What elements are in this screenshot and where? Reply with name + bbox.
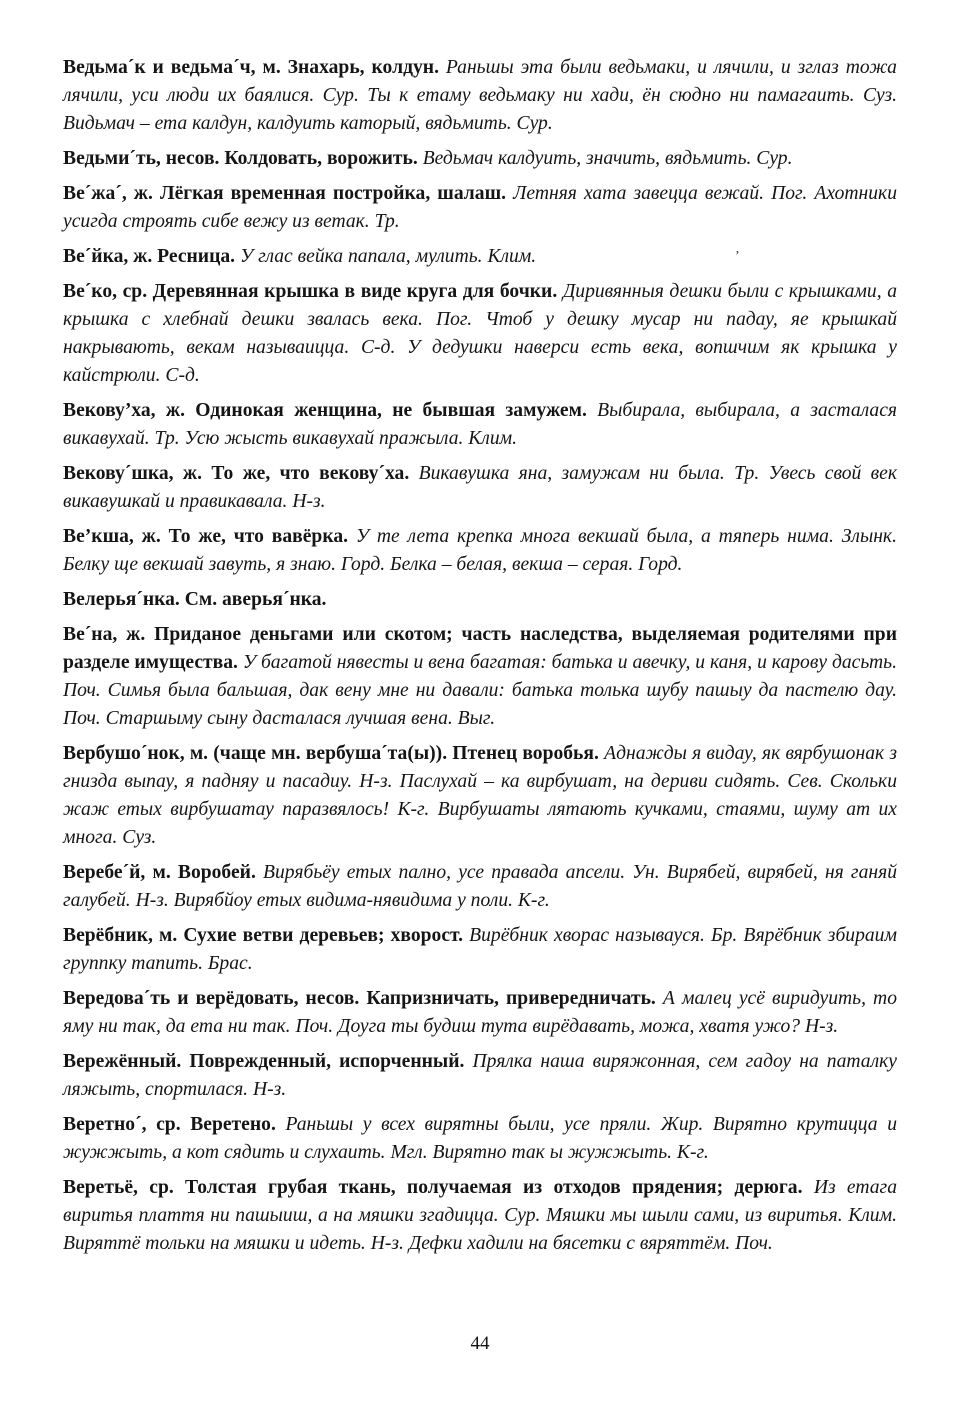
entry-headword: Вербушо´нок, м. (чаще мн. вербуша´та(ы)). Птенец воробья. (63, 743, 599, 764)
entry-headword: Ве´на, ж. Приданое деньгами или скотом; часть наследства, выделяемая родителями при разделе имущества. (63, 624, 897, 673)
entry-headword: Велерья´нка. См. аверья´нка. (63, 589, 327, 610)
entry-examples: Летняя хата завецца вежай. Пог. Ахотники усигда строять сибе вежу из ветак. Тр. (63, 183, 897, 232)
entry-headword: Ве´ко, ср. Деревянная крышка в виде круга для бочки. (63, 281, 558, 302)
dictionary-entry (63, 922, 897, 978)
entry-headword: Ведьма´к и ведьма´ч, м. Знахарь, колдун. (63, 57, 439, 78)
entry-headword: Веретно´, ср. Веретено. (63, 1114, 276, 1135)
dictionary-entry (63, 278, 897, 390)
entry-examples: Из етага виритья плаття ни пашыиш, а на мяшки згадицца. Сур. Мяшки мы шыли сами, из виритья. Клим. Виряттё тольки на мяшки и идеть. Н-з. Дефки хадили на бясетки с вяряттём. Поч. (63, 1177, 897, 1254)
entry-examples: А малец усё виридуить, то яму ни так, да ета ни так. Поч. Доуга ты будиш тута вирёдавать, можа, хватя ужо? Н-з. (63, 988, 898, 1037)
dictionary-entry (63, 54, 897, 138)
entry-examples: Аднажды я видау, як вярбушонак з гнизда выпау, я падняу и пасадиу. Н-з. Паслухай – ка вирбушат, на дериви сидять. Сев. Скольки жаж етых вирбушатау паразвялось! К-г. Вирбушаты лятають кучками, стаями, шуму ат их многа. Суз. (63, 743, 897, 848)
dictionary-entry (63, 859, 897, 915)
page-footer (0, 1332, 960, 1356)
entry-examples: Раньшы у всех вирятны были, усе пряли. Жир. Вирятно крутицца и жужжыть, а кот сядить и слухаить. Мгл. Вирятно так ы жужжыть. К-г. (63, 1114, 897, 1163)
entry-examples: Вирябьёу етых пално, усе правада апсели. Ун. Вирябей, вирябей, ня ганяй галубей. Н-з. Вирябйоу етых видима-нявидима у поли. К-г. (63, 862, 897, 911)
entry-headword: Векову´шка, ж. То же, что векову´ха. (63, 463, 410, 484)
dictionary-entry (63, 985, 897, 1041)
dictionary-entry (63, 243, 897, 271)
entry-headword: Ве´жа´, ж. Лёгкая временная постройка, шалаш. (63, 183, 507, 204)
entry-headword: Ве’кша, ж. То же, что вавёрка. (63, 526, 349, 547)
entry-examples: Выбирала, выбирала, а засталася викавухай. Тр. Усю жысть викавухай пражыла. Клим. (63, 400, 897, 449)
entry-examples: У те лета крепка многа векшай была, а тяперь нима. Злынк. Белку ще векшай завуть, я знаю. Горд. Белка – белая, векша – серая. Горд. (63, 526, 897, 575)
entry-examples: Раньшы эта были ведьмаки, и лячили, и зглаз тожа лячили, уси люди их баялися. Сур. Ты к етаму ведьмаку ни хади, ён сюдно ни памагаить. Суз. Видьмач – ета калдун, калдуить каторый, вядьмить. Сур. (63, 57, 897, 134)
entry-examples: У глас вейка папала, мулить. Клим. (239, 246, 537, 267)
entry-examples: Ведьмач калдуить, значить, вядьмить. Сур. (422, 148, 793, 169)
entries-area (63, 54, 897, 1265)
dictionary-entry (63, 523, 897, 579)
entry-examples: Диривянныя дешки были с крышками, а крышка с хлебнай дешки звалась века. Пог. Чтоб у дешку мусар ни падау, яе крышкай накрывають, векам называицца. С-д. У дедушки наверси есть века, вопшчим як крышка у кайстрюли. С-д. (63, 281, 898, 386)
dictionary-entry (63, 621, 897, 733)
scan-artifact-mark: ’ (735, 249, 740, 264)
entry-headword: Веретьё, ср. Толстая грубая ткань, получаемая из отходов прядения; дерюга. (63, 1177, 803, 1198)
dictionary-entry (63, 397, 897, 453)
entry-headword: Векову’ха, ж. Одинокая женщина, не бывшая замужем. (63, 400, 587, 421)
dictionary-entry (63, 1174, 897, 1258)
dictionary-entry (63, 586, 897, 614)
dictionary-entry (63, 180, 897, 236)
dictionary-entry (63, 1111, 897, 1167)
entry-examples: Вирёбник хворас называуся. Бр. Вярёбник збираим группку тапить. Брас. (63, 925, 897, 974)
dictionary-entry (63, 145, 897, 173)
entry-headword: Вережённый. Поврежденный, испорченный. (63, 1051, 465, 1072)
dictionary-entry (63, 740, 897, 852)
entry-examples: Прялка наша виряжонная, сем гадоу на паталку ляжыть, спортилася. Н-з. (63, 1051, 897, 1100)
dictionary-entry (63, 1048, 897, 1104)
entry-headword: Верёбник, м. Сухие ветви деревьев; хворост. (63, 925, 464, 946)
entry-headword: Вередова´ть и верёдовать, несов. Капризничать, привередничать. (63, 988, 656, 1009)
entry-headword: Веребе´й, м. Воробей. (63, 862, 256, 883)
dictionary-entry (63, 460, 897, 516)
entry-examples: У багатой нявесты и вена багатая: батька и авечку, и каня, и карову дасьть. Поч. Симья была бальшая, дак вену мне ни давали: батька толька шубу пашыу да пастелю дау. Поч. Старшыму сыну дасталася лучшая вена. Выг. (63, 652, 897, 729)
entry-headword: Ве´йка, ж. Ресница. (63, 246, 236, 267)
entry-examples: Викавушка яна, замужам ни была. Тр. Увесь свой век викавушкай и правикавала. Н-з. (63, 463, 897, 512)
page-number: 44 (470, 1333, 490, 1354)
entry-headword: Ведьми´ть, несов. Колдовать, ворожить. (63, 148, 418, 169)
